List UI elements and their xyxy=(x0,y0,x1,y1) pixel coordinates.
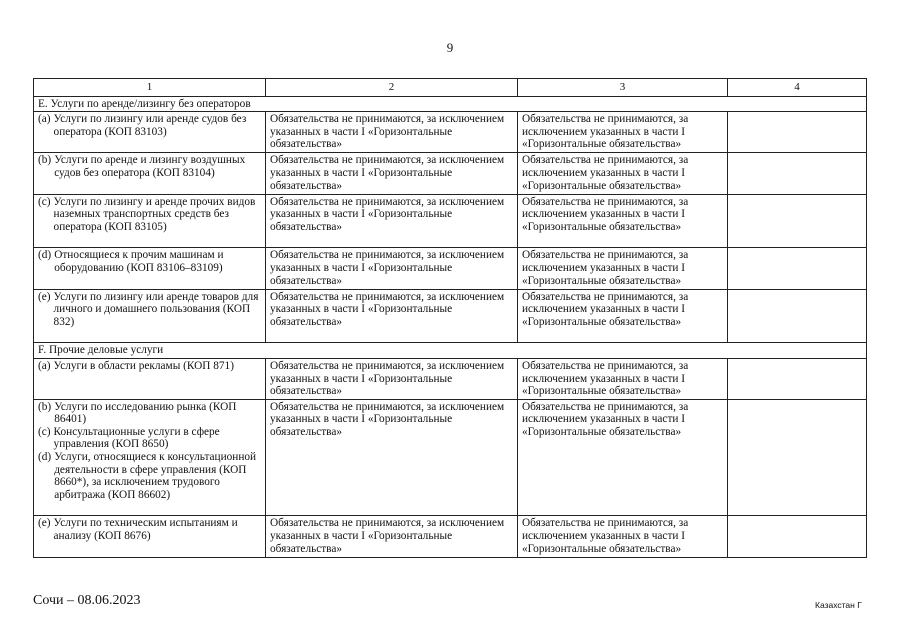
market-access-cell xyxy=(266,516,518,557)
commitment-text: Обязательства не принимаются, за исключением указанных в части I «Горизонтальные обязательства» xyxy=(270,517,505,555)
commitment-text: Обязательства не принимаются, за исключением указанных в части I «Горизонтальные обязательства» xyxy=(270,290,505,328)
section-row xyxy=(34,343,867,359)
national-treatment-cell xyxy=(518,194,728,248)
service-cell xyxy=(34,153,266,194)
table-row xyxy=(34,194,867,248)
service-cell xyxy=(34,289,266,343)
item-text: Услуги по лизингу или аренде товаров для личного и домашнего пользования (КОП 832) xyxy=(53,290,259,328)
service-cell xyxy=(34,194,266,248)
column-header-4: 4 xyxy=(728,79,867,97)
market-access-cell xyxy=(266,112,518,153)
item-text: Консультационные услуги в сфере управления (КОП 8650) xyxy=(53,425,220,451)
service-cell xyxy=(34,248,266,289)
table-row xyxy=(34,153,867,194)
additional-commitments-cell xyxy=(728,516,867,557)
service-cell xyxy=(34,112,266,153)
column-header-1: 1 xyxy=(34,79,266,97)
item-text: Услуги, относящиеся к консультационной деятельности в сфере управления (КОП 8660*), за исключением трудового арбитража (КОП 86602) xyxy=(54,451,257,501)
item-marker: (c) xyxy=(38,425,51,438)
table-row xyxy=(34,399,867,516)
commitment-text: Обязательства не принимаются, за исключением указанных в части I «Горизонтальные обязательства» xyxy=(270,400,505,438)
additional-commitments-cell xyxy=(728,112,867,153)
service-item xyxy=(38,291,261,329)
header-row xyxy=(34,79,867,97)
column-header-3: 3 xyxy=(518,79,728,97)
additional-commitments-cell xyxy=(728,399,867,516)
item-text: Услуги по лизингу или аренде судов без оператора (КОП 83103) xyxy=(53,113,247,138)
footer-location-date: Сочи – 08.06.2023 xyxy=(33,593,141,608)
item-text: Услуги по техническим испытаниям и анализу (КОП 8676) xyxy=(53,517,238,543)
item-text: Относящиеся к прочим машинам и оборудованию (КОП 83106–83109) xyxy=(54,249,224,274)
table-row xyxy=(34,112,867,153)
commitment-text: Обязательства не принимаются, за исключением указанных в части I «Горизонтальные обязательства» xyxy=(522,195,689,233)
item-marker: (c) xyxy=(38,195,51,208)
table-body xyxy=(34,96,867,557)
item-text: Услуги по аренде и лизингу воздушных судов без оператора (КОП 83104) xyxy=(54,154,246,179)
national-treatment-cell xyxy=(518,153,728,194)
column-header-2: 2 xyxy=(266,79,518,97)
table-row xyxy=(34,248,867,289)
item-text: Услуги по исследованию рынка (КОП 86401) xyxy=(54,400,237,426)
service-item xyxy=(38,113,261,138)
item-marker: (a) xyxy=(38,359,51,372)
service-item xyxy=(38,154,261,179)
additional-commitments-cell xyxy=(728,358,867,399)
service-item xyxy=(38,451,261,501)
additional-commitments-cell xyxy=(728,248,867,289)
service-item xyxy=(38,401,261,426)
commitment-text: Обязательства не принимаются, за исключением указанных в части I «Горизонтальные обязательства» xyxy=(522,290,689,328)
service-cell xyxy=(34,399,266,516)
item-marker: (e) xyxy=(38,517,51,530)
market-access-cell xyxy=(266,194,518,248)
commitment-text: Обязательства не принимаются, за исключением указанных в части I «Горизонтальные обязательства» xyxy=(270,195,505,233)
commitment-text: Обязательства не принимаются, за исключением указанных в части I «Горизонтальные обязательства» xyxy=(270,359,505,398)
commitment-text: Обязательства не принимаются, за исключением указанных в части I «Горизонтальные обязательства» xyxy=(270,249,505,287)
service-item xyxy=(38,360,261,373)
schedule-table xyxy=(33,78,867,558)
footer-country-label: Казахстан Г xyxy=(815,600,862,610)
commitment-text: Обязательства не принимаются, за исключением указанных в части I «Горизонтальные обязательства» xyxy=(522,154,689,192)
market-access-cell xyxy=(266,399,518,516)
market-access-cell xyxy=(266,153,518,194)
service-item xyxy=(38,426,261,451)
item-marker: (a) xyxy=(38,113,51,126)
commitment-text: Обязательства не принимаются, за исключением указанных в части I «Горизонтальные обязательства» xyxy=(522,400,689,438)
item-text: Услуги в области рекламы (КОП 871) xyxy=(53,359,234,372)
service-item xyxy=(38,196,261,234)
national-treatment-cell xyxy=(518,248,728,289)
additional-commitments-cell xyxy=(728,289,867,343)
section-row xyxy=(34,96,867,112)
commitment-text: Обязательства не принимаются, за исключением указанных в части I «Горизонтальные обязательства» xyxy=(270,113,505,151)
market-access-cell xyxy=(266,358,518,399)
item-marker: (b) xyxy=(38,154,52,167)
service-item xyxy=(38,517,261,542)
commitment-text: Обязательства не принимаются, за исключением указанных в части I «Горизонтальные обязательства» xyxy=(522,359,689,398)
market-access-cell xyxy=(266,248,518,289)
page-number: 9 xyxy=(446,40,454,55)
national-treatment-cell xyxy=(518,112,728,153)
item-marker: (d) xyxy=(38,249,52,262)
commitment-text: Обязательства не принимаются, за исключением указанных в части I «Горизонтальные обязательства» xyxy=(270,154,505,192)
item-text: Услуги по лизингу и аренде прочих видов наземных транспортных средств без оператора (КОП 83105) xyxy=(53,195,256,233)
section-title: F. Прочие деловые услуги xyxy=(34,343,867,359)
item-marker: (d) xyxy=(38,451,52,464)
service-item xyxy=(38,249,261,274)
national-treatment-cell xyxy=(518,516,728,557)
item-marker: (b) xyxy=(38,400,52,413)
table-row xyxy=(34,516,867,557)
commitment-text: Обязательства не принимаются, за исключением указанных в части I «Горизонтальные обязательства» xyxy=(522,113,689,151)
national-treatment-cell xyxy=(518,358,728,399)
national-treatment-cell xyxy=(518,399,728,516)
table-row xyxy=(34,358,867,399)
service-cell xyxy=(34,516,266,557)
service-cell xyxy=(34,358,266,399)
commitment-text: Обязательства не принимаются, за исключением указанных в части I «Горизонтальные обязательства» xyxy=(522,517,689,555)
commitment-text: Обязательства не принимаются, за исключением указанных в части I «Горизонтальные обязательства» xyxy=(522,249,689,287)
item-marker: (e) xyxy=(38,290,51,303)
table-row xyxy=(34,289,867,343)
section-title: E. Услуги по аренде/лизингу без операторов xyxy=(34,96,867,112)
additional-commitments-cell xyxy=(728,194,867,248)
national-treatment-cell xyxy=(518,289,728,343)
additional-commitments-cell xyxy=(728,153,867,194)
market-access-cell xyxy=(266,289,518,343)
